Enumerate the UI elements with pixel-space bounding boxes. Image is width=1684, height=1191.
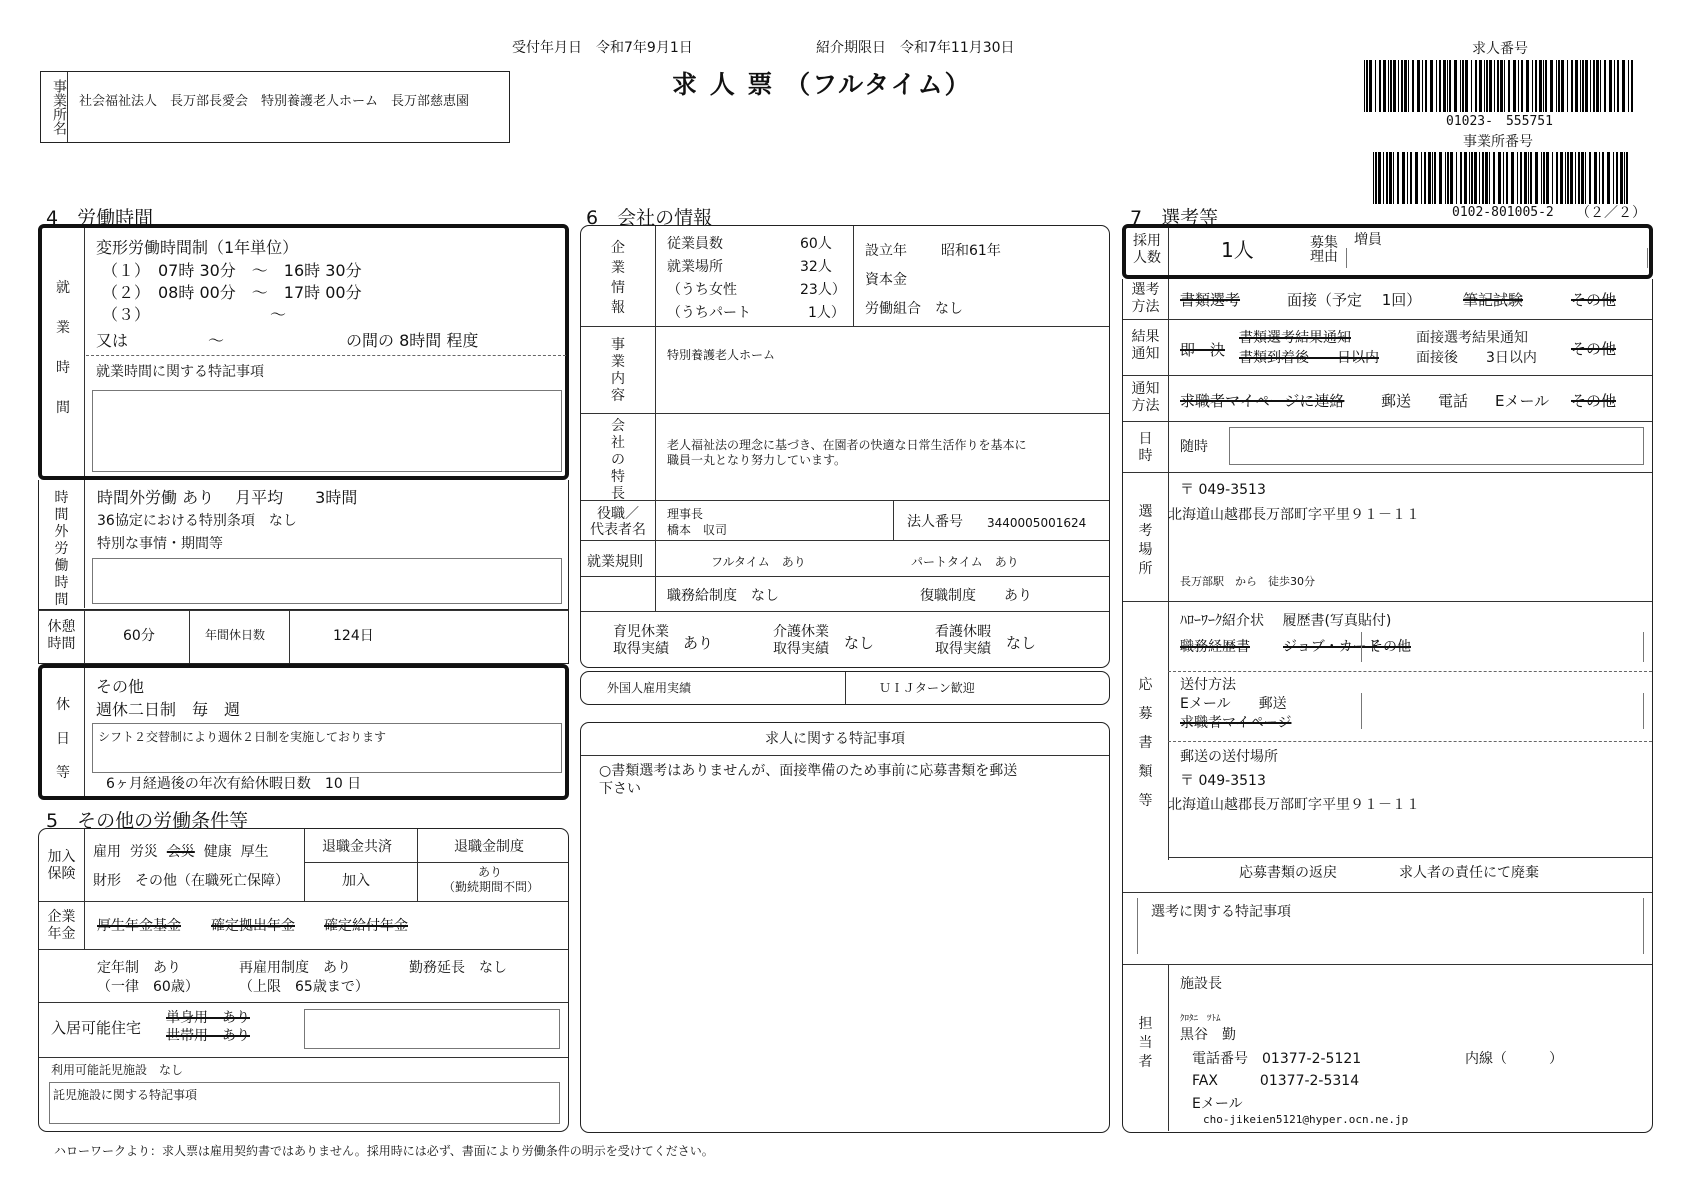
corp-number: 3440005001624 bbox=[987, 516, 1087, 530]
rules-part: パートタイム あり bbox=[911, 555, 1019, 569]
footer-note: ハローワークより：求人票は雇用契約書ではありません。採用時には必ず、書面により労働条件の明示を受けてください。 bbox=[54, 1144, 714, 1158]
childcare-notes: 託児施設に関する特記事項 bbox=[53, 1088, 198, 1102]
overtime-box bbox=[38, 480, 569, 610]
ins-health: 健康 bbox=[203, 844, 232, 860]
rehire: 復職制度 あり bbox=[920, 588, 1032, 604]
office-number: 0102-801005-2 bbox=[1452, 205, 1554, 220]
place-zip: 〒 049-3513 bbox=[1180, 482, 1266, 498]
childcare-leave-label: 育児休業 取得実績 bbox=[613, 624, 669, 657]
place-access: 長万部駅 から 徒歩30分 bbox=[1180, 575, 1315, 588]
send-methods: Eメール 郵送 bbox=[1180, 696, 1287, 712]
women: 23人） bbox=[800, 282, 846, 298]
rep-name: 橋本 収司 bbox=[667, 523, 728, 537]
childcare: 利用可能託児施設 なし bbox=[51, 1063, 184, 1077]
result-other: その他 bbox=[1571, 340, 1617, 358]
notify-label: 通知 方法 bbox=[1131, 381, 1160, 414]
retire-mutual: 加入 bbox=[342, 873, 370, 889]
work-hours-notes-label: 就業時間に関する特記事項 bbox=[96, 364, 264, 380]
sick-leave: なし bbox=[1006, 634, 1037, 652]
contact-email: cho-jikeien5121@hyper.ocn.ne.jp bbox=[1203, 1113, 1409, 1126]
rules-label: 就業規則 bbox=[587, 554, 643, 570]
contact-label: 担 当 者 bbox=[1138, 1016, 1153, 1070]
or-between-a: 又は ～ bbox=[96, 331, 225, 350]
insurance-label: 加入 保険 bbox=[47, 849, 76, 882]
ins-employment: 雇用 bbox=[93, 844, 121, 860]
retire-mutual-label: 退職金共済 bbox=[322, 839, 392, 855]
office-name: 社会福祉法人 長万部長愛会 特別養護老人ホーム 長万部慈恵園 bbox=[79, 94, 470, 109]
annual-holidays: 124日 bbox=[333, 628, 374, 644]
job-notes-1: ○書類選考はありませんが、面接準備のため事前に応募書類を郵送 bbox=[599, 763, 1018, 779]
workplace: 32人 bbox=[800, 259, 832, 275]
ins-row2: 財形 その他（在職死亡保障） bbox=[93, 873, 289, 889]
childcare-leave: あり bbox=[683, 634, 714, 652]
office-name-box bbox=[40, 71, 510, 143]
ins-public-accident: 会災 bbox=[166, 844, 195, 860]
feature-label: 会 社 の 特 長 bbox=[611, 418, 625, 502]
feature-1: 老人福祉法の理念に基づき、在園者の快適な日常生活作りを基本に bbox=[667, 438, 1027, 452]
method-interview: 面接（予定 1回） bbox=[1287, 291, 1422, 309]
break-box bbox=[38, 610, 569, 664]
notify-mypage: 求職者マイページに連絡 bbox=[1180, 392, 1345, 410]
result-doc-b: 書類到着後 日以内 bbox=[1239, 350, 1379, 366]
send-method-label: 送付方法 bbox=[1180, 677, 1236, 693]
part-label: （うちパート bbox=[667, 305, 751, 321]
work-hours-label: 就 業 時 間 bbox=[56, 280, 70, 416]
sick-leave-label: 看護休暇 取得実績 bbox=[935, 624, 991, 657]
foreign-employment: 外国人雇用実績 bbox=[607, 681, 692, 695]
result-immediate: 即 決 bbox=[1180, 341, 1226, 359]
work-hours-box bbox=[38, 224, 569, 480]
foreign-uij-box bbox=[580, 671, 1110, 705]
housing-family: 世帯用 あり bbox=[166, 1028, 250, 1044]
work-extension: 勤務延長 なし bbox=[409, 960, 507, 976]
pension-label: 企業 年金 bbox=[47, 909, 76, 942]
retire-age-b: （一律 60歳） bbox=[97, 979, 199, 995]
send-mypage: 求職者マイページ bbox=[1180, 715, 1292, 731]
company-info-label: 企 業 情 報 bbox=[611, 240, 625, 316]
docs-other: その他 bbox=[1369, 639, 1411, 655]
rules-full: フルタイム あり bbox=[711, 555, 806, 569]
return-value: 求人者の責任にて廃棄 bbox=[1399, 865, 1539, 881]
hires-box bbox=[1122, 224, 1653, 279]
docs-list: ﾊﾛｰﾜｰｸ紹介状 履歴書(写真貼付) bbox=[1180, 613, 1392, 629]
contact-email-label: Eメール bbox=[1192, 1096, 1243, 1112]
holiday-label: 休 日 等 bbox=[56, 697, 70, 781]
overtime-label: 時 間 外 労 働 時 間 bbox=[54, 490, 69, 608]
reason: 増員 bbox=[1354, 232, 1382, 248]
return-label: 応募書類の返戻 bbox=[1239, 865, 1337, 881]
duty-pay: 職務給制度 なし bbox=[667, 588, 779, 604]
holiday-box bbox=[38, 664, 569, 800]
section-4-heading: 4 労働時間 bbox=[46, 207, 154, 229]
docs-other-box bbox=[1361, 632, 1644, 662]
representative-label: 役職／ 代表者名 bbox=[590, 506, 646, 538]
notify-mail: 郵送 bbox=[1381, 392, 1412, 410]
section-6-heading: 6 会社の情報 bbox=[586, 207, 713, 229]
docs-career: 職務経歴書 bbox=[1180, 639, 1250, 655]
job-notes-box bbox=[580, 722, 1110, 1133]
company-info-box bbox=[580, 225, 1110, 668]
docs-jobcard: ジョブ・カード bbox=[1283, 639, 1381, 655]
other-conditions-box bbox=[38, 828, 569, 1132]
result-interview-b: 面接後 3日以内 bbox=[1416, 350, 1537, 366]
break-label: 休憩 時間 bbox=[47, 619, 76, 652]
holiday-system: 週休二日制 毎 週 bbox=[96, 700, 241, 719]
mail-address: 北海道山越郡長万部町字平里９１－１１ bbox=[1168, 797, 1420, 813]
nursing-leave-label: 介護休業 取得実績 bbox=[773, 624, 829, 657]
women-label: （うち女性 bbox=[667, 282, 737, 298]
place-address: 北海道山越郡長万部町字平里９１－１１ bbox=[1168, 507, 1420, 523]
business: 特別養護老人ホーム bbox=[667, 348, 776, 362]
shift-3: （３） ～ bbox=[102, 305, 287, 324]
holiday-note: シフト２交替制により週休２日制を実施しております bbox=[98, 730, 387, 744]
capital-label: 資本金 bbox=[865, 272, 907, 288]
place-label: 選 考 場 所 bbox=[1138, 504, 1153, 577]
employees: 60人 bbox=[800, 236, 832, 252]
contact-fax: FAX 01377-2-5314 bbox=[1192, 1073, 1360, 1089]
housing-label: 入居可能住宅 bbox=[51, 1019, 142, 1037]
shift-1: （１） 07時 30分 ～ 16時 30分 bbox=[102, 261, 362, 280]
contact-kana: ｸﾛﾀﾆ ﾂﾄﾑ bbox=[1180, 1014, 1221, 1024]
employees-label: 従業員数 bbox=[667, 236, 723, 252]
founded-label: 設立年 bbox=[865, 243, 907, 259]
overtime: 時間外労働 あり 月平均 3時間 bbox=[97, 488, 358, 507]
section-7-heading: 7 選考等 bbox=[1130, 207, 1219, 229]
union: 労働組合 なし bbox=[865, 301, 963, 317]
date-box bbox=[1229, 427, 1644, 465]
section-5-heading: 5 その他の労働条件等 bbox=[46, 810, 249, 832]
page-number: （２／２） bbox=[1576, 205, 1646, 221]
mail-place-label: 郵送の送付場所 bbox=[1180, 749, 1278, 765]
selection-notes: 選考に関する特記事項 bbox=[1151, 904, 1291, 920]
job-notes-title: 求人に関する特記事項 bbox=[765, 731, 905, 747]
business-label: 事 業 内 容 bbox=[611, 337, 625, 404]
nursing-leave: なし bbox=[844, 634, 875, 652]
special-circumstances: 特別な事情・期間等 bbox=[97, 536, 223, 552]
reason-label: 募集 理由 bbox=[1310, 235, 1338, 265]
selection-box bbox=[1122, 279, 1653, 1133]
selection-date: 随時 bbox=[1180, 439, 1208, 455]
notify-email: Eメール bbox=[1495, 392, 1550, 410]
job-notes-2: 下さい bbox=[599, 781, 641, 797]
page-title: 求 人 票 （フルタイム） bbox=[672, 70, 972, 99]
result-label: 結果 通知 bbox=[1131, 329, 1160, 362]
contact-tel: 電話番号 01377-2-5121 bbox=[1192, 1051, 1362, 1067]
method-label: 選考 方法 bbox=[1131, 282, 1160, 315]
founded: 昭和61年 bbox=[941, 243, 1001, 259]
retire-system-a: あり bbox=[478, 865, 503, 879]
housing-notes-box bbox=[304, 1009, 560, 1049]
work-hours-notes-box bbox=[92, 390, 562, 472]
ins-accident: 労災 bbox=[129, 844, 158, 860]
shift-2: （２） 08時 00分 ～ 17時 00分 bbox=[102, 283, 362, 302]
result-doc-a: 書類選考結果通知 bbox=[1239, 330, 1351, 346]
uij-turn: ＵＩＪターン歓迎 bbox=[879, 681, 975, 695]
date-label: 日 時 bbox=[1138, 431, 1153, 464]
or-between-b: の間の 8時間 程度 bbox=[346, 331, 479, 350]
work-system: 変形労働時間制（1年単位） bbox=[96, 238, 299, 257]
part: 1人） bbox=[808, 305, 845, 321]
notify-other: その他 bbox=[1571, 392, 1617, 410]
job-number-barcode bbox=[1364, 60, 1636, 112]
contact-extension: 内線（ ） bbox=[1465, 1051, 1563, 1067]
send-method-box bbox=[1361, 693, 1644, 729]
corp-number-label: 法人番号 bbox=[907, 514, 963, 530]
reemploy-b: （上限 65歳まで） bbox=[239, 979, 369, 995]
office-name-label: 事業所名 bbox=[51, 79, 67, 135]
special-circumstances-box bbox=[92, 558, 562, 604]
retire-system-b: （勤続期間不問） bbox=[443, 880, 540, 894]
method-document: 書類選考 bbox=[1180, 291, 1241, 309]
hires: 1人 bbox=[1221, 238, 1254, 262]
holiday-other: その他 bbox=[96, 677, 145, 696]
office-number-barcode bbox=[1373, 152, 1631, 204]
ins-pension: 厚生 bbox=[240, 844, 269, 860]
received-date: 受付年月日 令和7年9月1日 bbox=[512, 40, 693, 56]
break-value: 60分 bbox=[123, 628, 155, 644]
result-interview-a: 面接選考結果通知 bbox=[1416, 330, 1528, 346]
retire-age-a: 定年制 あり bbox=[97, 960, 181, 976]
retire-system-label: 退職金制度 bbox=[454, 839, 524, 855]
annual-holidays-label: 年間休日数 bbox=[205, 628, 266, 642]
office-number-label: 事業所番号 bbox=[1463, 134, 1533, 150]
rep-title: 理事長 bbox=[667, 507, 704, 521]
pension-fund: 厚生年金基金 bbox=[97, 918, 181, 934]
referral-deadline: 紹介期限日 令和7年11月30日 bbox=[816, 40, 1015, 56]
reemploy-a: 再雇用制度 あり bbox=[239, 960, 351, 976]
job-number: 01023- 555751 bbox=[1446, 114, 1553, 129]
contact-title: 施設長 bbox=[1180, 976, 1222, 992]
docs-label: 応 募 書 類 等 bbox=[1138, 677, 1153, 809]
method-written: 筆記試験 bbox=[1463, 291, 1524, 309]
pension-db: 確定給付年金 bbox=[324, 918, 408, 934]
method-other: その他 bbox=[1571, 291, 1617, 309]
mail-zip: 〒 049-3513 bbox=[1180, 773, 1266, 789]
notify-phone: 電話 bbox=[1438, 392, 1469, 410]
job-number-label: 求人番号 bbox=[1472, 41, 1528, 57]
hires-label: 採用 人数 bbox=[1133, 233, 1161, 266]
pension-dc: 確定拠出年金 bbox=[211, 918, 295, 934]
housing-single: 単身用 あり bbox=[166, 1010, 250, 1026]
workplace-label: 就業場所 bbox=[667, 259, 723, 275]
agreement-36: 36協定における特別条項 なし bbox=[97, 513, 297, 529]
paid-leave: 6ヶ月経過後の年次有給休暇日数 10 日 bbox=[106, 776, 362, 792]
contact-name: 黒谷 勤 bbox=[1180, 1027, 1236, 1043]
feature-2: 職員一丸となり努力しています。 bbox=[667, 453, 847, 467]
reason-box bbox=[1346, 248, 1648, 268]
